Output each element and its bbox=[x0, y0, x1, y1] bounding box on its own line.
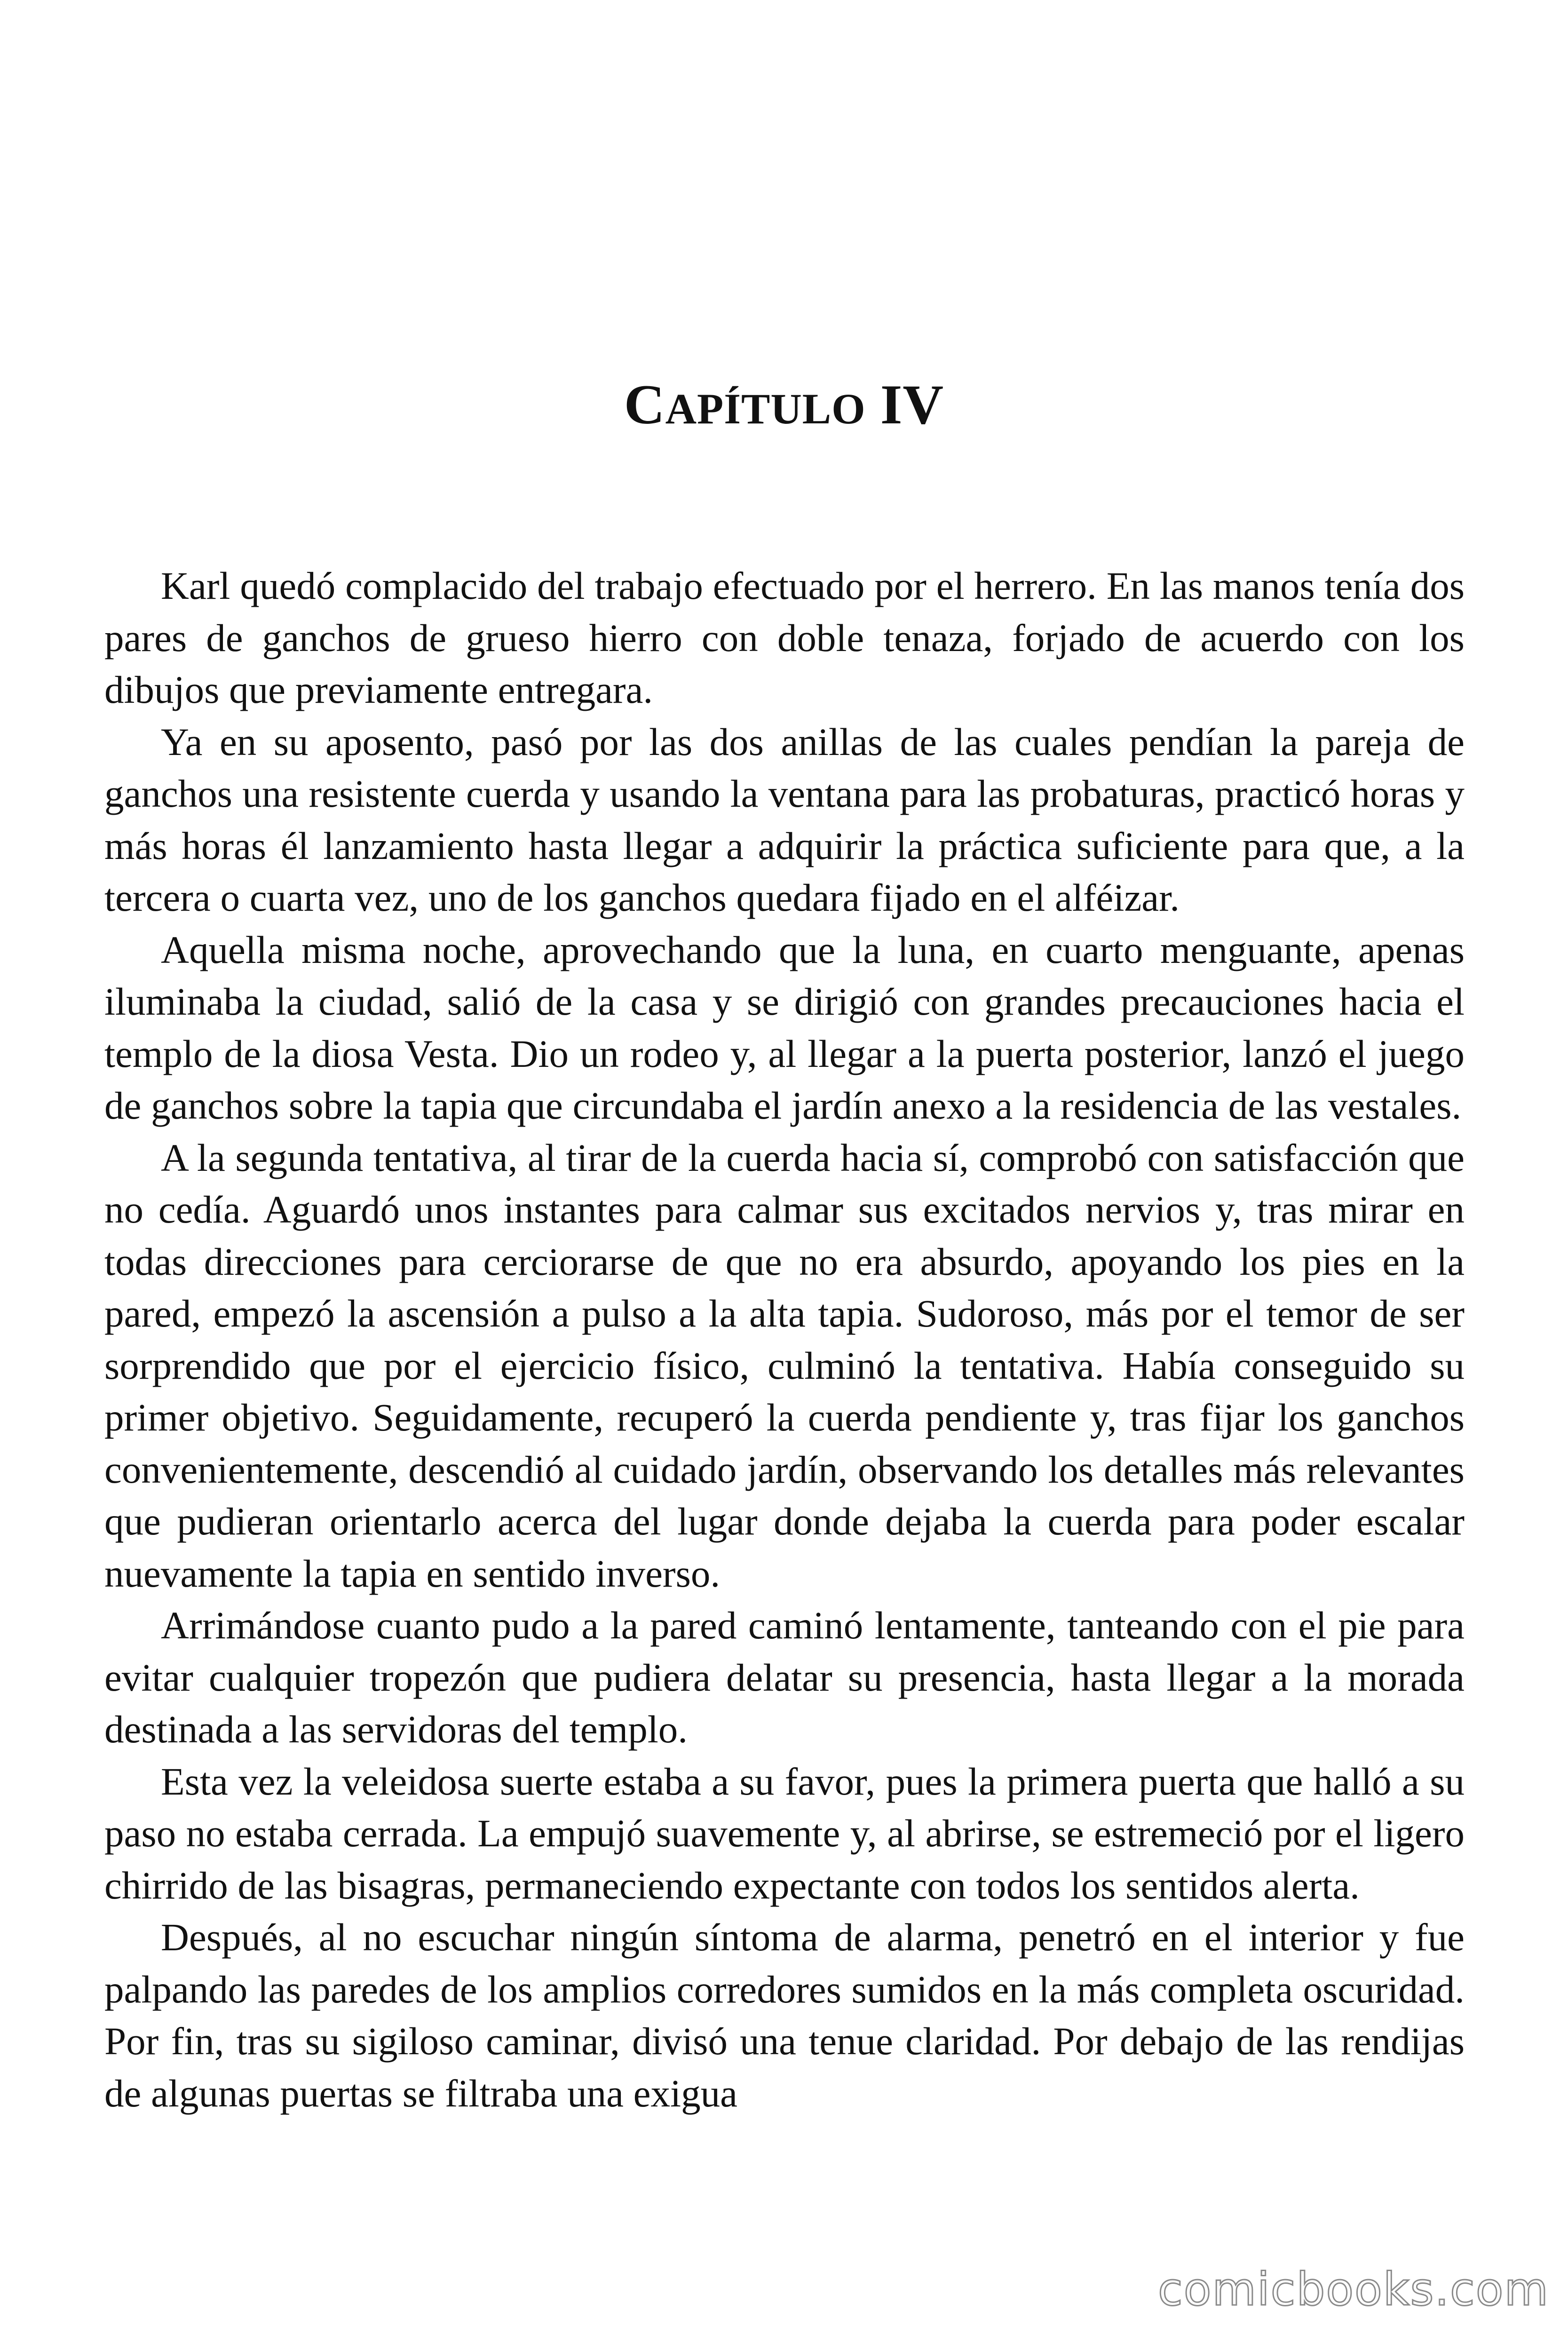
paragraph: Karl quedó complacido del trabajo efectuado por el herrero. En las manos tenía dos pares de ganchos de grueso hierro con doble tenaza, forjado de acuerdo con los dibujos que previamente entregara. bbox=[104, 564, 1465, 711]
paragraph: Esta vez la veleidosa suerte estaba a su favor, pues la primera puerta que halló a su paso no estaba cerrada. La empujó suavemente y, al abrirse, se estremeció por el ligero chirrido de las bisagras, permaneciendo expectante con todos los sentidos alerta. bbox=[104, 1759, 1465, 1907]
chapter-title bbox=[0, 372, 1568, 442]
paragraph: Aquella misma noche, aprovechando que la luna, en cuarto menguante, apenas iluminaba la ciudad, salió de la casa y se dirigió con grandes precauciones hacia el templo de la diosa Vesta. Dio un rodeo y, al llegar a la puerta posterior, lanzó el juego de ganchos sobre la tapia que circundaba el jardín anexo a la residencia de las vestales. bbox=[104, 928, 1465, 1127]
chapter-title-numeral: IV bbox=[880, 373, 944, 436]
chapter-body bbox=[104, 560, 1465, 2119]
paragraph: A la segunda tentativa, al tirar de la cuerda hacia sí, comprobó con satisfacción que no cedía. Aguardó unos instantes para calmar sus excitados nervios y, tras mirar en todas direcciones para cerciorarse de que no era absurdo, apoyando los pies en la pared, empezó la ascensión a pulso a la alta tapia. Sudoroso, más por el temor de ser sorprendido que por el ejercicio físico, culminó la tentativa. Había conseguido su primer objetivo. Seguidamente, recuperó la cuerda pendiente y, tras fijar los ganchos convenientemente, descendió al cuidado jardín, observando los detalles más relevantes que pudieran orientarlo acerca del lugar donde dejaba la cuerda para poder escalar nuevamente la tapia en sentido inverso. bbox=[104, 1136, 1465, 1595]
paragraph: Arrimándose cuanto pudo a la pared caminó lentamente, tanteando con el pie para evitar cualquier tropezón que pudiera delatar su presencia, hasta llegar a la morada destinada a las servidoras del templo. bbox=[104, 1604, 1465, 1751]
watermark: comicbooks.com bbox=[1157, 2263, 1549, 2316]
paragraph: Después, al no escuchar ningún síntoma de alarma, penetró en el interior y fue palpando las paredes de los amplios corredores sumidos en la más completa oscuridad. Por fin, tras su sigiloso caminar, divisó una tenue claridad. Por debajo de las rendijas de algunas puertas se filtraba una exigua bbox=[104, 1915, 1465, 2115]
chapter-title-rest: APÍTULO bbox=[665, 385, 866, 433]
paragraph: Ya en su aposento, pasó por las dos anillas de las cuales pendían la pareja de ganchos una resistente cuerda y usando la ventana para las probaturas, practicó horas y más horas él lanzamiento hasta llegar a adquirir la práctica suficiente para que, a la tercera o cuarta vez, uno de los ganchos quedara fijado en el alféizar. bbox=[104, 720, 1465, 919]
chapter-title-initial: C bbox=[624, 373, 665, 436]
